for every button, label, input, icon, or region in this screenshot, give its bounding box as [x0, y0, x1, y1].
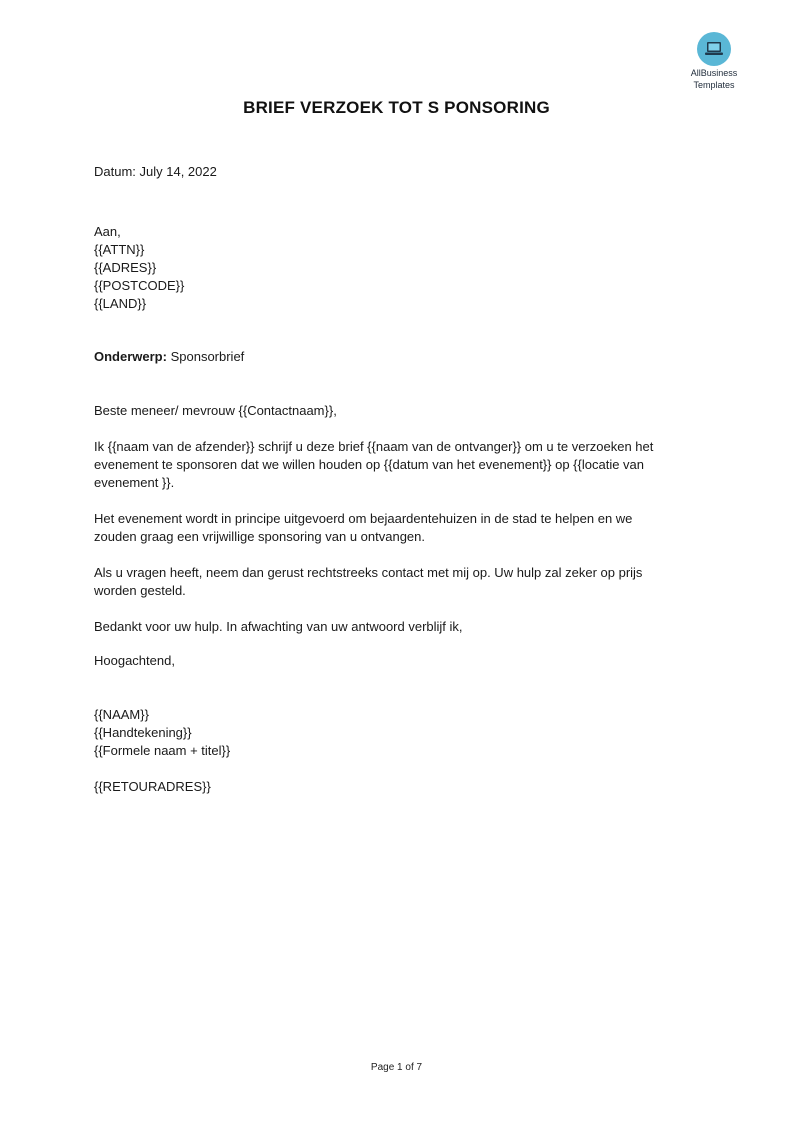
date-line: [94, 163, 694, 181]
paragraph-4-text: Bedankt voor uw hulp. In afwachting van uw antwoord verblijf ik,: [94, 619, 463, 634]
greeting-text: Beste meneer/ mevrouw {{Contactnaam}},: [94, 403, 337, 418]
subject-line: [94, 348, 694, 366]
document-title: BRIEF VERZOEK TOT S PONSORING: [243, 98, 550, 117]
return-address: [94, 778, 694, 796]
address-postcode: {{POSTCODE}}: [94, 278, 185, 293]
paragraph-1-line-3: evenement }}.: [94, 475, 175, 490]
date-text: Datum: July 14, 2022: [94, 164, 217, 179]
signature-formele-naam: {{Formele naam + titel}}: [94, 743, 231, 758]
paragraph-2: [94, 510, 694, 546]
paragraph-1-line-2: evenement te sponsoren dat we willen houden op {{datum van het evenement}} op {{locatie van: [94, 457, 645, 472]
laptop-icon: [697, 32, 731, 66]
paragraph-2-line-1: Het evenement wordt in principe uitgevoerd om bejaardentehuizen in de stad te helpen en we: [94, 511, 633, 526]
paragraph-2-line-2: zouden graag een vrijwillige sponsoring van u ontvangen.: [94, 529, 425, 544]
closing-text: Hoogachtend,: [94, 653, 175, 668]
paragraph-1-line-1: Ik {{naam van de afzender}} schrijf u deze brief {{naam van de ontvanger}} om u te verzoeken het: [94, 439, 654, 454]
signature-naam: {{NAAM}}: [94, 707, 149, 722]
paragraph-3-line-1: Als u vragen heeft, neem dan gerust rechtstreeks contact met mij op. Uw hulp zal zeker op prijs: [94, 565, 643, 580]
paragraph-3: [94, 564, 694, 600]
paragraph-4: [94, 618, 694, 636]
address-adres: {{ADRES}}: [94, 260, 157, 275]
logo-text-line2: Templates: [693, 80, 735, 90]
subject-value: Sponsorbrief: [166, 349, 245, 364]
subject-label: Onderwerp:: [94, 349, 167, 364]
address-attn: {{ATTN}}: [94, 242, 145, 257]
signature-block: [94, 706, 694, 760]
signature-handtekening: {{Handtekening}}: [94, 725, 192, 740]
logo-text-line1: AllBusiness: [690, 68, 738, 78]
address-land: {{LAND}}: [94, 296, 147, 311]
greeting: [94, 402, 694, 420]
page-number: Page 1 of 7: [370, 1062, 423, 1073]
allbusiness-templates-logo: [683, 32, 745, 90]
closing: [94, 652, 694, 670]
paragraph-3-line-2: worden gesteld.: [94, 583, 186, 598]
return-address-text: {{RETOURADRES}}: [94, 779, 211, 794]
address-salutation: Aan,: [94, 224, 121, 239]
paragraph-1: [94, 438, 694, 492]
recipient-address: [94, 223, 694, 313]
